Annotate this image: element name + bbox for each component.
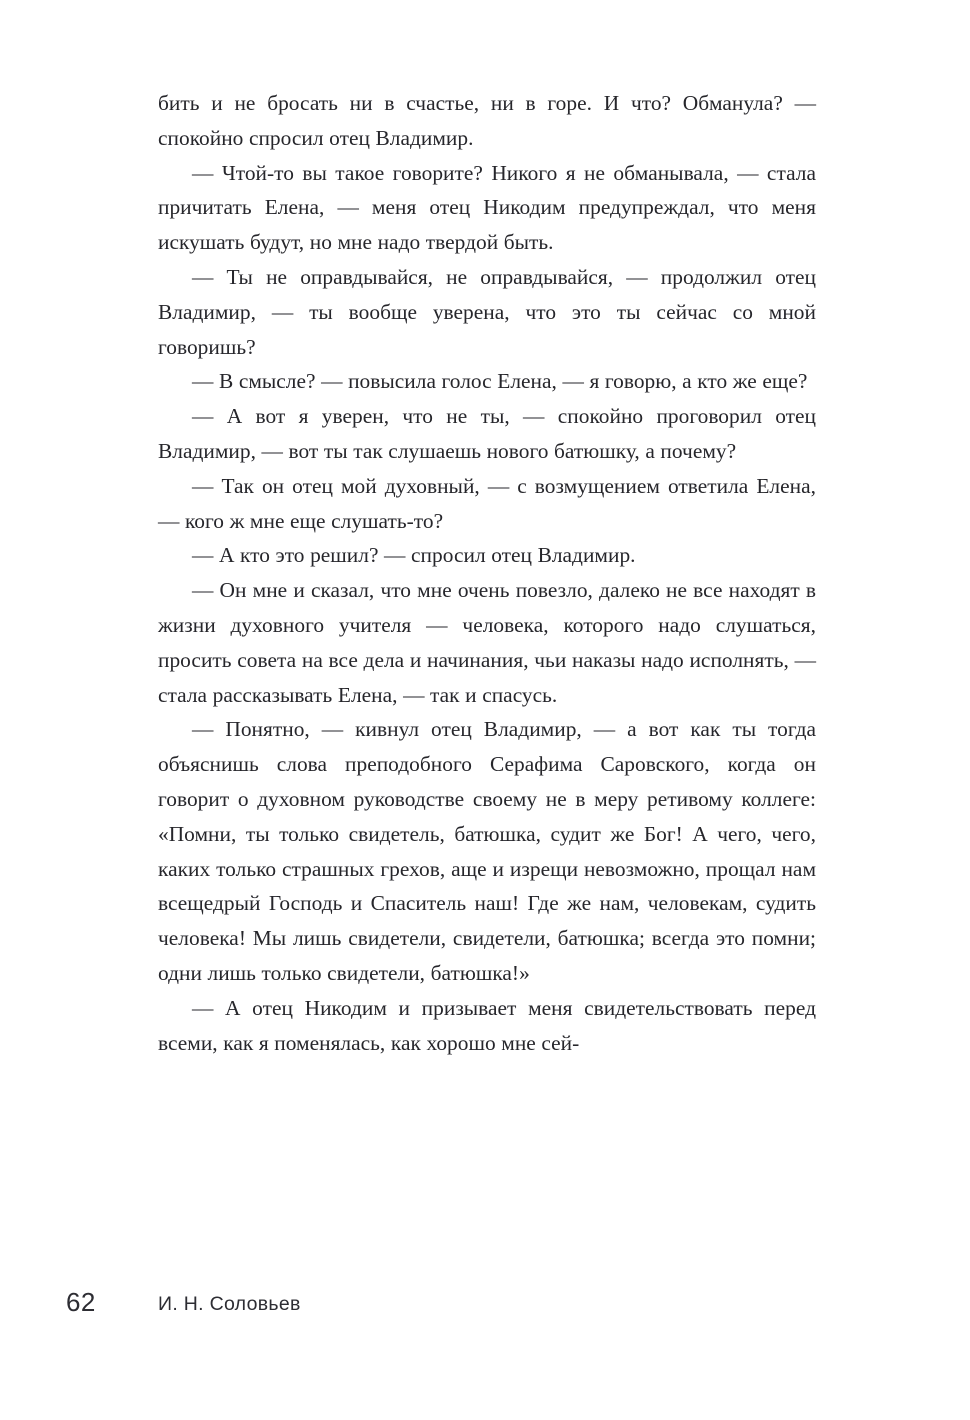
paragraph-dialogue-3: — В смысле? — повысила голос Елена, — я говорю, а кто же еще? [192,369,808,394]
paragraph-continuation: бить и не бросать ни в счастье, ни в горе. И что? Обманула? — спокойно спросил отец Владимир. [158,91,816,150]
running-title: И. Н. Соловьев [158,1293,301,1315]
paragraph-dialogue-7: — Он мне и сказал, что мне очень повезло, далеко не все находят в жизни духовного учителя — человека, которого надо слушаться, просить совета на все дела и начинания, чьи наказы надо исполнять, — стала рассказывать Елена, — так и спасусь. [158,578,816,707]
paragraph-dialogue-1: — Чтой-то вы такое говорите? Никого я не обманывала, — стала причитать Елена, — меня отец Никодим предупреждал, что меня искушать будут, но мне надо твердой быть. [158,160,816,255]
paragraph-dialogue-6: — А кто это решил? — спросил отец Владимир. [192,543,636,568]
paragraph-dialogue-5: — Так он отец мой духовный, — с возмущением ответила Елена, — кого ж мне еще слушать-то? [158,473,816,533]
body-text-column [158,86,816,1060]
paragraph-dialogue-9: — А отец Никодим и призывает меня свидетельствовать перед всеми, как я поменялась, как хорошо мне сей- [158,995,816,1055]
paragraph-dialogue-4: — А вот я уверен, что не ты, — спокойно проговорил отец Владимир, — вот ты так слушаешь нового батюшку, а почему? [158,404,816,463]
page-number: 62 [66,1287,96,1317]
paragraph-dialogue-8: — Понятно, — кивнул отец Владимир, — а вот как ты тогда объяснишь слова преподобного Серафима Саровского, когда он говорит о духовном руководстве своему не в меру ретивому коллеге: «Помни, ты только свидетель, батюшка, судит же Бог! А чего, чего, каких только страшных грехов, аще и изрещи невозможно, прощал нам всещедрый Господь и Спаситель наш! Где же нам, человекам, судить человека! Мы лишь свидетели, свидетели, батюшка; всегда это помни; одни лишь только свидетели, батюшка!» [158,717,816,985]
page-footer [0,1286,970,1326]
paragraph-dialogue-2: — Ты не оправдывайся, не оправдывайся, — продолжил отец Владимир, — ты вообще уверена, что это ты сейчас со мной говоришь? [158,264,816,359]
